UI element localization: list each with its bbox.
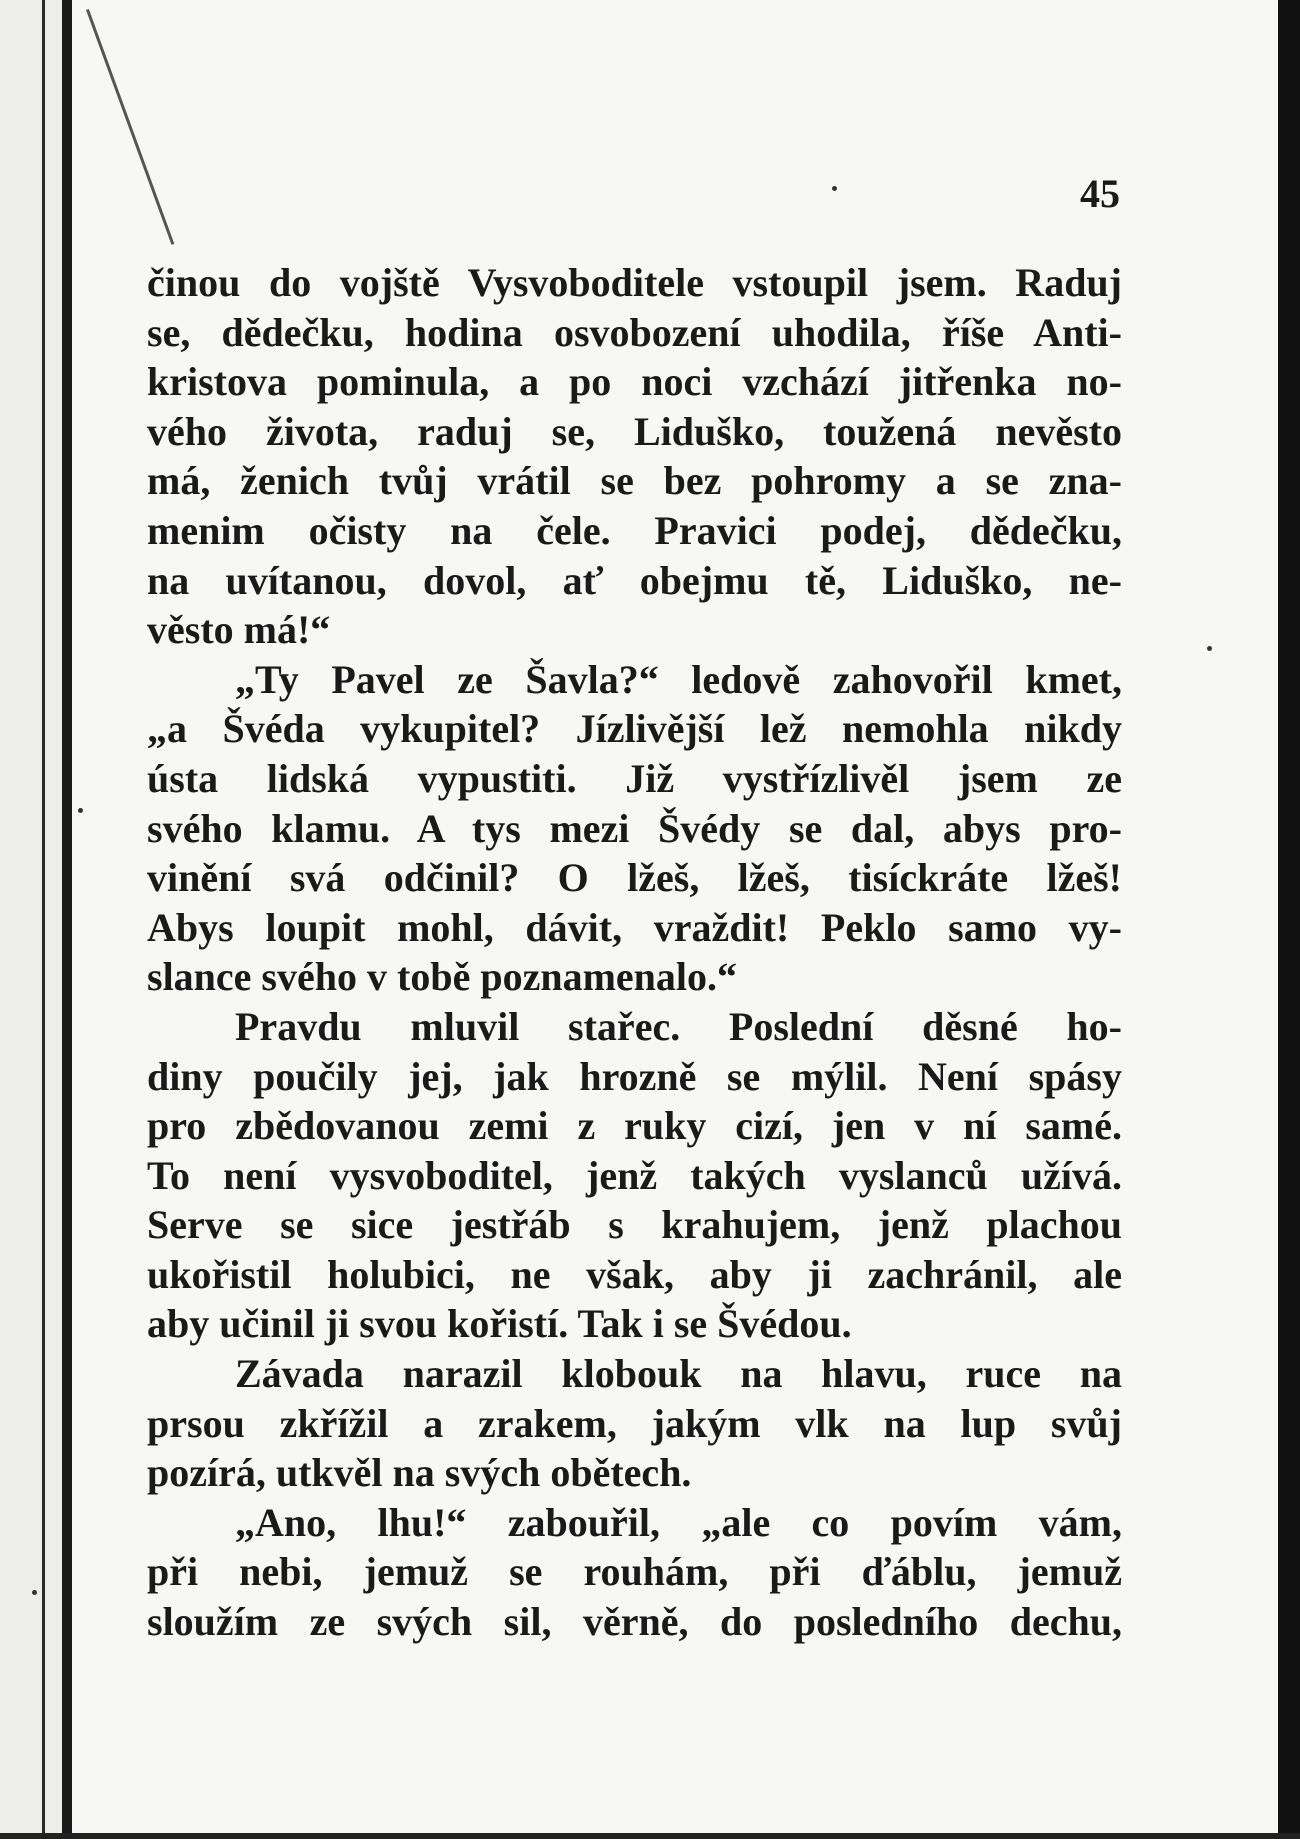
text-line: při nebi, jemuž se rouhám, při ďáblu, jemuž <box>147 1549 1122 1595</box>
text-line: slance svého v tobě poznamenalo.“ <box>147 954 737 1000</box>
page-number: 45 <box>1080 171 1120 216</box>
text-line: pozírá, utkvěl na svých obětech. <box>147 1450 692 1496</box>
text-line: ukořistil holubici, ne však, aby ji zachránil, ale <box>147 1251 1122 1297</box>
bottom-page-edge <box>0 1833 1300 1839</box>
text-line: vinění svá odčinil? O lžeš, lžeš, tisíckráte lžeš! <box>147 855 1122 901</box>
text-line: kristova pominula, a po noci vzchází jitřenka no- <box>147 359 1122 405</box>
ink-speck <box>1207 646 1212 651</box>
text-line: svého klamu. A tys mezi Švédy se dal, abys pro- <box>147 805 1122 851</box>
text-line: má, ženich tvůj vrátil se bez pohromy a se zna- <box>147 458 1122 504</box>
text-line: Pravdu mluvil stařec. Poslední děsné ho- <box>235 1003 1122 1049</box>
right-page-edge <box>1278 0 1300 1839</box>
text-line: Serve se sice jestřáb s krahujem, jenž plachou <box>147 1202 1122 1248</box>
ink-speck <box>32 1590 37 1595</box>
text-line: sloužím ze svých sil, věrně, do posledního dechu, <box>147 1599 1122 1645</box>
text-line: To není vysvoboditel, jenž takých vyslanců užívá. <box>147 1152 1122 1198</box>
text-line: na uvítanou, dovol, ať obejmu tě, Liduško, ne- <box>147 557 1122 603</box>
text-line: aby učinil ji svou kořistí. Tak i se Švédou. <box>147 1301 852 1347</box>
text-line: se, dědečku, hodina osvobození uhodila, říše Anti- <box>147 309 1122 355</box>
text-line: ústa lidská vypustiti. Již vystřízlivěl jsem ze <box>147 755 1122 801</box>
text-line: „a Švéda vykupitel? Jízlivější lež nemohla nikdy <box>147 706 1122 752</box>
ink-speck <box>78 808 83 813</box>
body-text <box>147 258 1122 1647</box>
text-line: diny poučily jej, jak hrozně se mýlil. Není spásy <box>147 1053 1122 1099</box>
text-line: činou do vojště Vysvoboditele vstoupil jsem. Raduj <box>147 260 1122 305</box>
text-line: „Ano, lhu!“ zabouřil, „ale co povím vám, <box>235 1499 1122 1545</box>
text-line: prsou zkřížil a zrakem, jakým vlk na lup svůj <box>147 1400 1122 1446</box>
text-line: Závada narazil klobouk na hlavu, ruce na <box>235 1351 1122 1397</box>
text-line: vého života, raduj se, Liduško, toužená nevěsto <box>147 408 1122 454</box>
text-line: „Ty Pavel ze Šavla?“ ledově zahovořil kmet, <box>235 656 1122 702</box>
text-line: pro zbědovanou zemi z ruky cizí, jen v ní samé. <box>147 1103 1122 1149</box>
text-line: menim očisty na čele. Pravici podej, dědečku, <box>147 507 1122 553</box>
left-binding-line <box>42 0 45 1839</box>
ink-speck <box>832 186 837 191</box>
left-page-edge <box>0 0 72 1839</box>
text-line: Abys loupit mohl, dávit, vraždit! Peklo samo vy- <box>147 904 1122 950</box>
text-line: věsto má!“ <box>147 607 331 653</box>
